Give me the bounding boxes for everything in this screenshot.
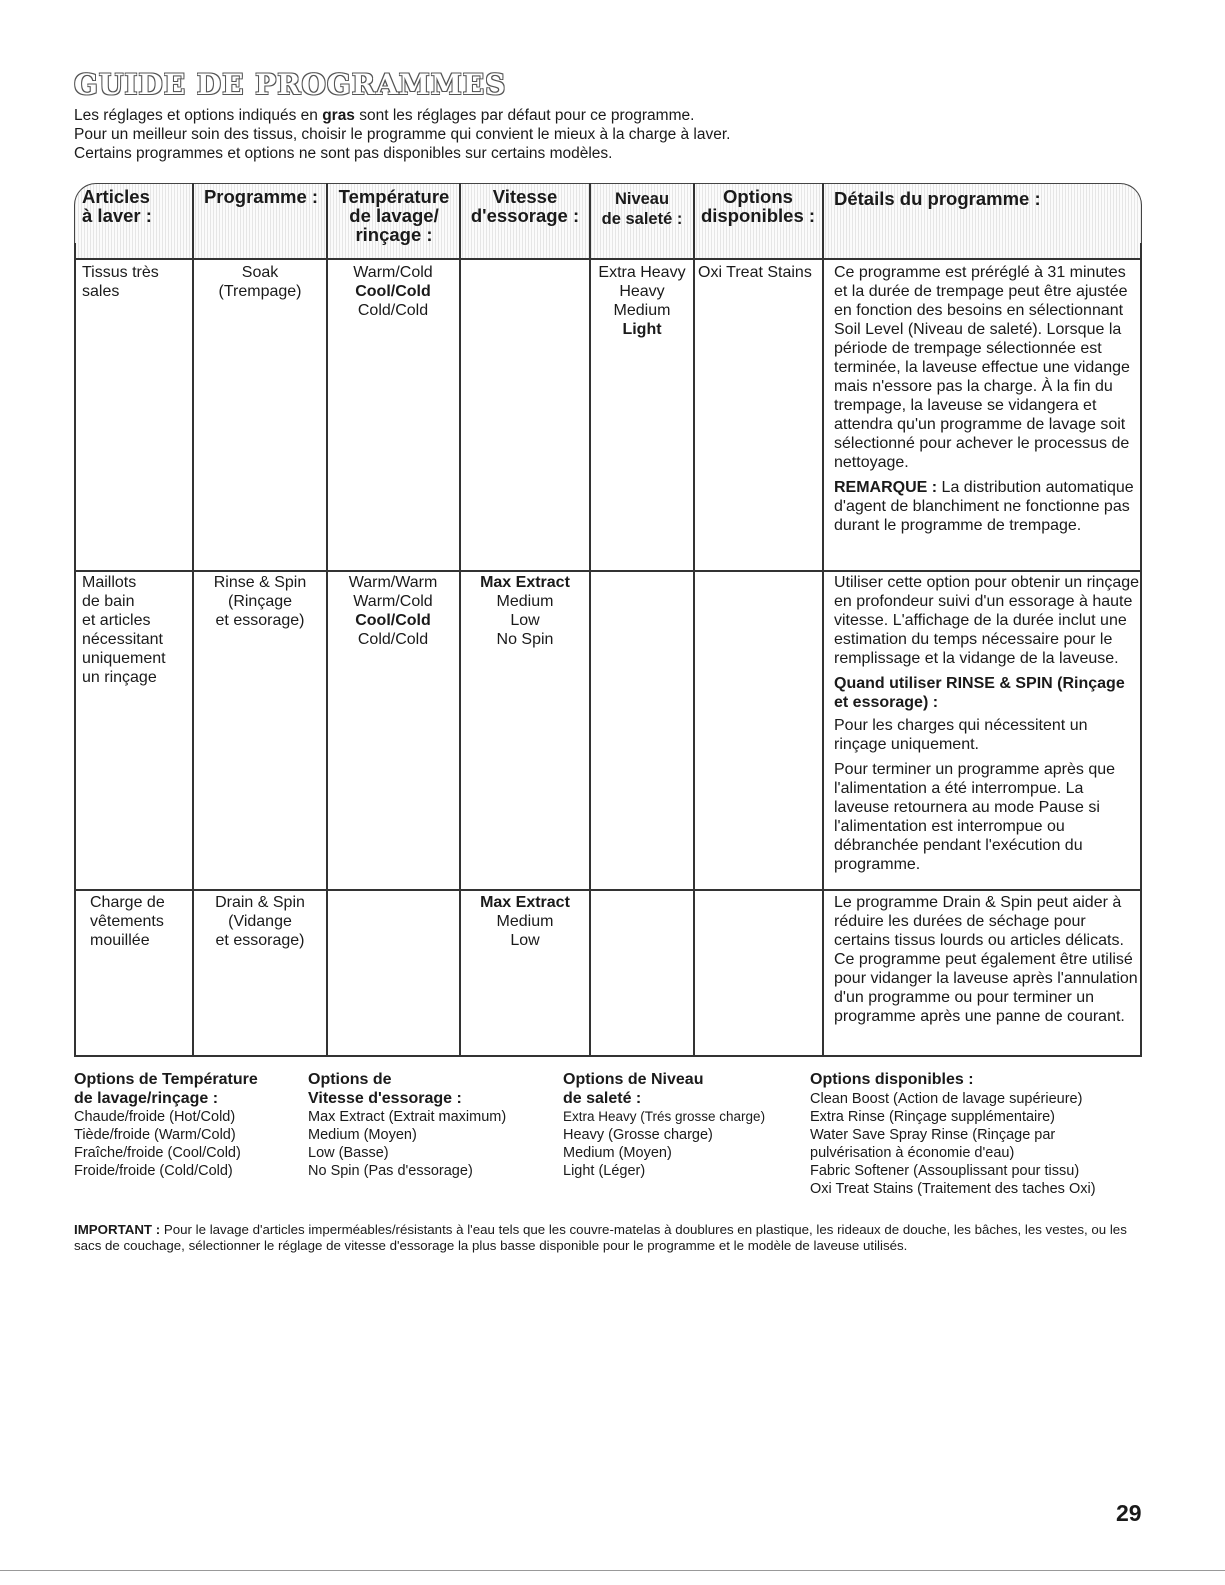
options-heading: Options de Température de lavage/rinçage :: [74, 1071, 258, 1107]
list-item: Extra Heavy (Trés grosse charge): [563, 1109, 766, 1124]
grid-line: [693, 183, 695, 1057]
intro-line-3: Certains programmes et options ne sont pas disponibles sur certains modèles.: [74, 145, 613, 162]
spin-option-default: Max Extract: [480, 574, 570, 591]
temperature-options-list: [74, 1070, 299, 1180]
spin-options-list: [308, 1070, 558, 1180]
list-item: Fabric Softener (Assouplissant pour tissu): [810, 1163, 1080, 1179]
options-heading: Options de Vitesse d'essorage :: [308, 1071, 462, 1107]
row2-temperatures: [328, 573, 458, 649]
intro-line-1: Les réglages et options indiqués en gras sont les réglages par défaut pour ce programme.: [74, 107, 695, 124]
spin-option: No Spin: [496, 631, 554, 648]
soil-option: Medium: [613, 302, 671, 319]
row1-options: Oxi Treat Stains: [698, 264, 812, 281]
list-item: Chaude/froide (Hot/Cold): [74, 1109, 236, 1125]
row1-details: [834, 263, 1138, 541]
temp-option: Warm/Warm: [348, 574, 438, 591]
soil-option: Extra Heavy: [598, 264, 686, 281]
header-details: Détails du programme :: [834, 188, 1041, 209]
spin-option: Low: [510, 612, 540, 629]
intro-line-2: Pour un meilleur soin des tissus, choisir le programme qui convient le mieux à la charge à laver.: [74, 126, 731, 143]
row2-articles: Maillots de bain et articles nécessitant uniquement un rinçage: [82, 574, 166, 686]
spin-option: Low: [510, 932, 540, 949]
details-paragraph: Le programme Drain & Spin peut aider à réduire les durées de séchage pour certains tissus lourds ou articles délicats. Ce programme peut également être utilisé pour vidanger la laveuse après l'annulation d'un programme ou pour terminer un programme après une panne de courant.: [834, 894, 1138, 1025]
grid-line: [74, 889, 1142, 891]
soil-option-default: Light: [622, 321, 662, 338]
details-paragraph: Ce programme est préréglé à 31 minutes et la durée de trempage peut être ajustée en fonction des besoins en sélectionnant Soil Level (Niveau de saleté). Lorsque la période de trempage sélectionnée est terminée, la laveuse effectue une vidange mais n'essore pas la charge. À la fin du trempage, la laveuse se vidangera et attendra qu'un programme de lavage soit sélectionné pour achever le processus de nettoyage.: [834, 264, 1130, 471]
available-options-list: [810, 1070, 1150, 1198]
program-guide-table: [74, 183, 1142, 1057]
grid-line: [74, 258, 1142, 260]
list-item: Tiède/froide (Warm/Cold): [74, 1127, 236, 1143]
row1-temperatures: [328, 263, 458, 320]
list-item: Extra Rinse (Rinçage supplémentaire): [810, 1109, 1055, 1125]
intro-text: [74, 106, 1154, 163]
grid-line: [1140, 243, 1142, 1057]
list-item: Fraîche/froide (Cool/Cold): [74, 1145, 241, 1161]
list-item: Medium (Moyen): [563, 1145, 672, 1161]
grid-line: [74, 1055, 1142, 1057]
temp-option-default: Cool/Cold: [355, 612, 431, 629]
options-heading: Options de Niveau de saleté :: [563, 1071, 704, 1107]
list-item: Low (Basse): [308, 1145, 389, 1161]
row3-articles: Charge de vêtements mouillée: [90, 894, 165, 949]
temp-option: Cold/Cold: [357, 302, 429, 319]
list-item: Oxi Treat Stains (Traitement des taches Oxi): [810, 1181, 1096, 1197]
header-niveau: Niveau de saleté :: [601, 190, 683, 228]
list-item: Clean Boost (Action de lavage supérieure): [810, 1091, 1083, 1107]
header-articles: Articles à laver :: [82, 186, 152, 226]
list-item: Medium (Moyen): [308, 1127, 417, 1143]
header-temperature: Température de lavage/ rinçage :: [338, 186, 450, 245]
row2-programme: Rinse & Spin (Rinçage et essorage): [213, 574, 307, 629]
important-note: IMPORTANT : Pour le lavage d'articles imperméables/résistants à l'eau tels que les couvre-matelas à doublures en plastique, les rideaux de douche, les bâches, les vestes, ou les sacs de couchage, sélectionner le réglage de vitesse d'essorage la plus basse disponible pour le programme et le modèle de laveuse utilisés.: [74, 1222, 1127, 1253]
temp-option: Warm/Cold: [353, 593, 433, 610]
page-title: GUIDE DE PROGRAMMES: [74, 68, 507, 101]
spin-option-default: Max Extract: [480, 894, 570, 911]
temp-option: Cold/Cold: [357, 631, 429, 648]
grid-line: [74, 570, 1142, 572]
page-number: 29: [1116, 1500, 1142, 1526]
soil-option: Heavy: [619, 283, 665, 300]
temp-option-default: Cool/Cold: [355, 283, 431, 300]
list-item: Max Extract (Extrait maximum): [308, 1109, 507, 1125]
spin-option: Medium: [496, 913, 554, 930]
grid-line: [822, 183, 824, 1057]
header-options: Options disponibles :: [700, 186, 816, 226]
temp-option: Warm/Cold: [353, 264, 433, 281]
options-heading: Options disponibles :: [810, 1071, 974, 1088]
row1-soil-levels: [591, 263, 693, 339]
row3-spin-speeds: [461, 893, 589, 950]
header-vitesse: Vitesse d'essorage :: [470, 186, 580, 226]
list-item: Froide/froide (Cold/Cold): [74, 1163, 233, 1179]
header-programme: Programme :: [203, 186, 319, 207]
grid-line: [74, 243, 76, 1057]
row1-articles: Tissus très sales: [82, 264, 159, 300]
list-item: Heavy (Grosse charge): [563, 1127, 713, 1143]
details-paragraph: Pour terminer un programme après que l'alimentation a été interrompue. La laveuse retournera au mode Pause si l'alimentation est interrompue ou débranchée pendant l'exécution du programme.: [834, 761, 1116, 873]
details-heading: Quand utiliser RINSE & SPIN (Rinçage et essorage) :: [834, 675, 1125, 711]
list-item: Water Save Spray Rinse (Rinçage par pulvérisation à économie d'eau): [810, 1127, 1056, 1161]
details-paragraph: Utiliser cette option pour obtenir un rinçage en profondeur suivi d'un essorage à haute vitesse. L'affichage de la durée inclut une estimation du temps nécessaire pour le remplissage et la vidange de la laveuse.: [834, 574, 1140, 667]
soil-options-list: [563, 1070, 808, 1180]
row3-details: [834, 893, 1138, 1032]
list-item: Light (Léger): [563, 1163, 646, 1179]
row3-programme: Drain & Spin (Vidange et essorage): [215, 894, 305, 949]
list-item: No Spin (Pas d'essorage): [308, 1163, 473, 1179]
row1-programme: Soak (Trempage): [218, 264, 302, 300]
details-paragraph: Pour les charges qui nécessitent un rinçage uniquement.: [834, 717, 1088, 753]
spin-option: Medium: [496, 593, 554, 610]
row2-spin-speeds: [461, 573, 589, 649]
row2-details: [834, 573, 1140, 880]
bottom-divider: [0, 1570, 1225, 1571]
details-note: REMARQUE : La distribution automatique d'agent de blanchiment ne fonctionne pas durant le programme de trempage.: [834, 479, 1134, 534]
